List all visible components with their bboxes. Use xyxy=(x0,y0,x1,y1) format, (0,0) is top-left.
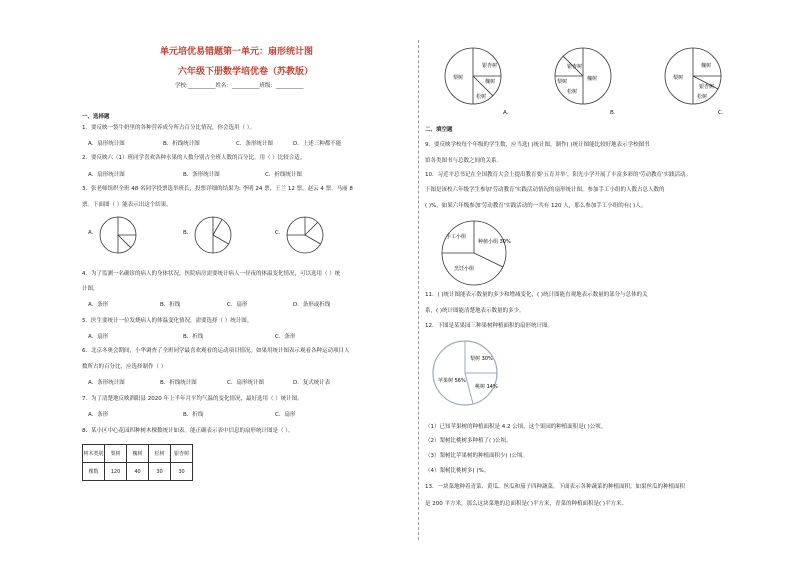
question-6-line-2: 数所占的百分比，应选择制作（ ） xyxy=(82,364,167,370)
pie-b-slice-label: 松树 xyxy=(567,89,578,95)
pie-a-slice-label: 银杏树 xyxy=(482,63,498,69)
labor-education-pie xyxy=(430,218,520,288)
q6-option-d: D．复式统计表 xyxy=(293,380,331,386)
table-cell: 40 xyxy=(127,463,149,481)
q7-option-a: A．条形 xyxy=(88,412,109,418)
question-12-part-4: （4）梨树比桃树多( )%。 xyxy=(425,468,490,474)
q5-option-a: A．扇形 xyxy=(88,334,109,340)
pie-b-slice-label: 槐树 xyxy=(587,76,598,82)
question-2: 2．要反映六（1）班同学喜欢各种水果的人数分别占全班人数的百分比，用（ ）比较合适。 xyxy=(82,155,306,161)
q4-option-c: C．扇形 xyxy=(227,302,248,308)
q8-option-b: B． xyxy=(610,110,620,116)
q3-pie-b xyxy=(193,215,233,255)
pie-slice-label: 桃树 14% xyxy=(475,384,498,390)
tree-count-table xyxy=(82,444,193,481)
q2-option-c: C．折线统计图 xyxy=(265,172,302,178)
q3-option-a: A． xyxy=(88,230,98,236)
question-12-part-3: （3）梨树比苹果树的种植面积少( )公顷。 xyxy=(425,453,529,459)
pie-c-slice-label: 梨树 xyxy=(673,75,684,81)
q5-option-c: C．条形 xyxy=(275,334,296,340)
q7-option-c: C．扇形 xyxy=(275,412,296,418)
question-10-line-2: 下图是该校六年级学生参加'劳动教育'实践活动情况的扇形统计图。参加手工小组的人数占总人数的 xyxy=(425,187,665,193)
q2-option-b: B．条形统计图 xyxy=(183,172,220,178)
table-cell: 30 xyxy=(171,463,193,481)
question-1: 1．要反映一袋牛奶里的各种营养成分所占百分比情况，你会选用（ ）。 xyxy=(82,125,255,131)
q8-pie-a xyxy=(443,38,503,108)
q5-option-b: B．折线 xyxy=(183,334,204,340)
question-13-line-1: 13．一块菜地种着青菜、黄瓜、丝瓜和茄子四种蔬菜，下面表示各种蔬菜的种植面积。如果丝瓜的种植面积 xyxy=(425,484,686,490)
pie-c-slice-label: 银杏树 xyxy=(699,84,715,90)
q3-option-b: B． xyxy=(183,230,193,236)
q8-pie-b xyxy=(553,38,613,108)
question-13-line-2: 是 200 平方米，那么这块菜地的总面积是( )平方米，青菜的种植面积是( )平方米。 xyxy=(425,501,628,507)
question-8: 8．某小区中心花园四种树木棵数统计如表。能正确表示表中信息的扇形统计图是（ ）。 xyxy=(82,428,294,434)
question-11-line-1: 11．( )统计图能表示数量的多少和增减变化，( )统计图能直观地表示数量的部分与总体的关 xyxy=(425,292,648,298)
q2-option-a: A．扇形统计图 xyxy=(88,172,125,178)
q1-option-b: B．折线统计图 xyxy=(163,141,200,147)
table-header-cell: 槐树 xyxy=(127,445,149,463)
table-row xyxy=(83,463,193,481)
q1-option-a: A．扇形统计图 xyxy=(88,141,125,147)
pie-a-slice-label: 梨树 xyxy=(453,75,464,81)
table-header-cell: 梨树 xyxy=(105,445,127,463)
pie-slice-label: 手工小组 xyxy=(446,234,467,240)
table-header-cell: 银杏树 xyxy=(171,445,193,463)
table-header-cell: 松树 xyxy=(149,445,171,463)
question-10-line-1: 10．习近平总书记在全国教育大会上提出教育要'五育并举'，阳光小学开展了丰富多彩的'劳动教育'实践活动。 xyxy=(425,172,692,178)
question-11-line-2: 系，( )统计图能清楚地表示数量的多少。 xyxy=(425,308,525,314)
q1-option-d: D．上述三种都不能 xyxy=(293,141,342,147)
q4-option-a: A．条形 xyxy=(88,302,109,308)
orchard-pie xyxy=(430,338,500,408)
question-12-part-2: （2）梨树比桃树多种植了( )公顷。 xyxy=(425,438,512,444)
section-fill-heading: 二、填空题 xyxy=(425,127,453,133)
q6-option-a: A．条形统计图 xyxy=(88,380,125,386)
question-12-part-1: （1）已知苹果树的种植面积是 4.2 公顷，这个果园的种植面积是( )公顷。 xyxy=(425,424,607,430)
q6-option-b: B．折线统计图 xyxy=(160,380,197,386)
question-10-line-3: ( )%，如果六年级参加'劳动教育'实践活动的一共有 120 人，那么参加手工小组的有( )人。 xyxy=(425,203,647,209)
question-9-line-2: 馆各类图书与总数之间的关系。 xyxy=(425,158,503,164)
question-4-line-2: 计图。 xyxy=(82,286,99,292)
q4-option-b: B．折线 xyxy=(160,302,181,308)
table-header-cell: 树木类别 xyxy=(83,445,105,463)
q3-pie-a xyxy=(98,215,138,255)
pie-slice-label: 梨树 30% xyxy=(470,356,493,362)
question-9-line-1: 9．要反映学校每个年级的学生数，应当选( )统计图，制作( )统计图能比较好地表示学校图书 xyxy=(425,142,650,148)
question-12: 12．下图是某果园三种果树种植面积的扇形统计图。 xyxy=(425,323,554,329)
question-5: 5．医生要统计一位发烧病人的体温变化情况，需要选择（ ）统计图。 xyxy=(82,318,253,324)
table-cell: 120 xyxy=(105,463,127,481)
q6-option-c: C．扇形统计图 xyxy=(227,380,264,386)
question-3-line-1: 3．张老师组织全班 48 名同学投票选举班长，投票详细的结果为: 李明 24 票，王兰 12 票，赵云 4 票，马丽 8 xyxy=(82,186,353,192)
pie-a-slice-label: 松树 xyxy=(476,94,487,100)
pie-slice-label: 种植小组 30% xyxy=(478,239,511,245)
q8-option-a: A． xyxy=(503,110,513,116)
pie-c-slice-label: 松树 xyxy=(697,94,708,100)
q8-option-c: C． xyxy=(718,110,728,116)
table-cell: 棵数 xyxy=(83,463,105,481)
worksheet-title: 单元培优易错题第一单元：扇形统计图 xyxy=(160,47,314,57)
q3-pie-c xyxy=(285,215,325,255)
question-3-line-2: 票。下面图（ ）能表示出这个结果。 xyxy=(82,202,172,208)
worksheet-subtitle: 六年级下册数学培优卷（苏教版） xyxy=(178,67,314,77)
student-info-line: 学校:__________姓名：__________班级：__________ xyxy=(175,83,304,89)
pie-b-slice-label: 梨树 xyxy=(557,79,568,85)
q1-option-c: C．条形统计图 xyxy=(236,141,273,147)
pie-b-slice-label: 银杏树 xyxy=(567,64,583,70)
question-4-line-1: 4．为了监测一名确诊的病人的身体状况，医院病房需要统计病人一昼夜的体温变化情况，可以选用（ ）统 xyxy=(82,271,341,277)
pie-a-slice-label: 槐树 xyxy=(485,79,496,85)
column-divider xyxy=(418,40,419,540)
pie-slice-label: 烹饪小组 xyxy=(454,266,475,272)
section-choice-heading: 一、选择题 xyxy=(82,114,110,120)
q3-option-c: C． xyxy=(275,230,285,236)
pie-slice-label: 苹果树 56% xyxy=(438,378,466,384)
q7-option-b: B．折线 xyxy=(183,412,204,418)
question-6-line-1: 6．北京冬奥会期间，小华调查了全班同学最喜欢观看的运动项目情况。如果用统计图表示观看各种运动项目人 xyxy=(82,348,350,354)
question-7: 7．为了清楚地反映泗阳县 2020 年上半年月平均气温的变化情况，最好选用（ ）统计图。 xyxy=(82,396,303,402)
table-cell: 30 xyxy=(149,463,171,481)
pie-c-slice-label: 槐树 xyxy=(701,63,712,69)
q4-option-d: D．条形或折线 xyxy=(293,302,331,308)
table-header-row xyxy=(83,445,193,463)
q8-pie-c xyxy=(663,38,723,108)
